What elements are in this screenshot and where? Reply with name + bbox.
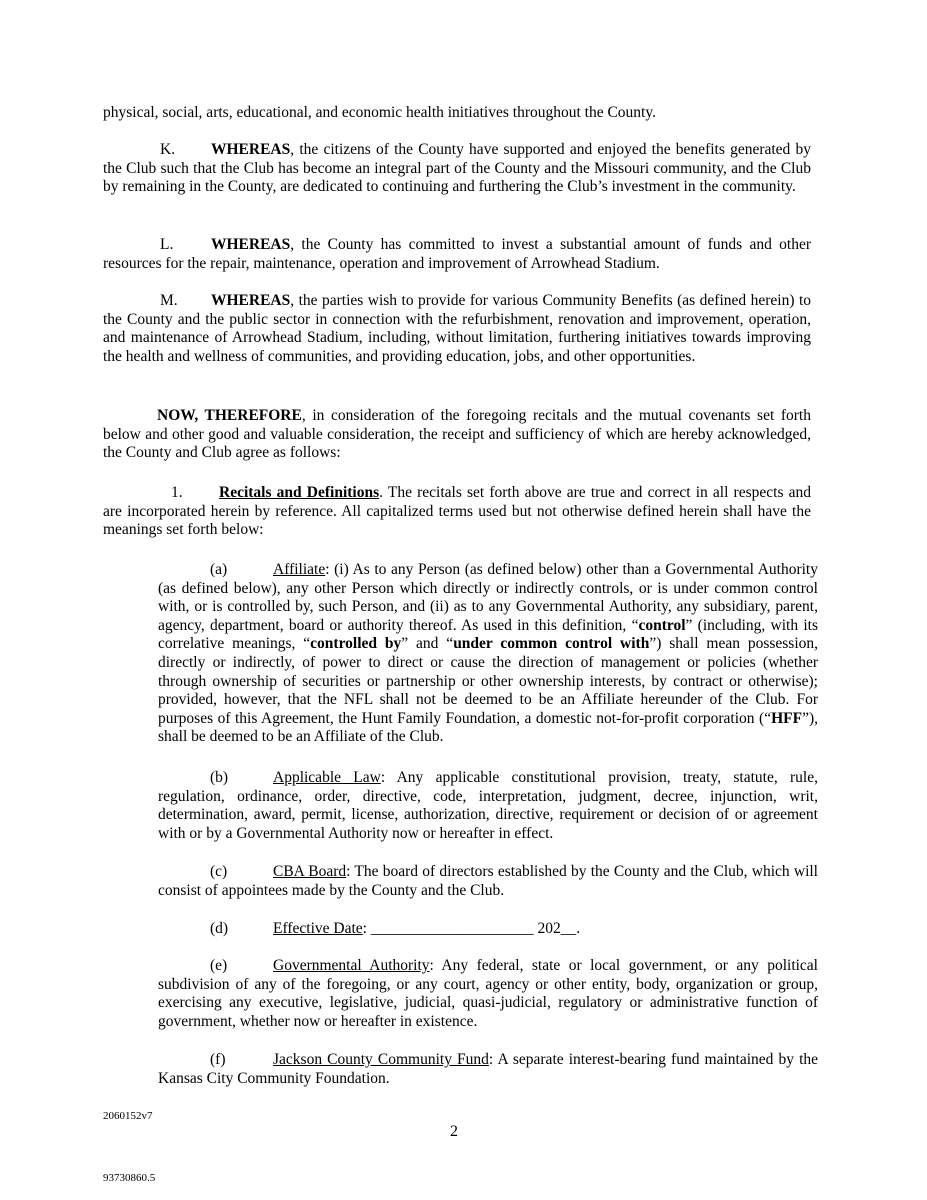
def-b-term: Applicable Law	[273, 769, 381, 786]
recital-k-paragraph	[103, 141, 811, 197]
recital-l-whereas: WHEREAS	[211, 236, 291, 253]
section-1-paragraph	[103, 484, 811, 540]
def-d-label: (d)	[210, 920, 229, 937]
def-a-bold-control: control	[638, 616, 686, 634]
def-f-text: : A separate interest-bearing fund maintained by the Kansas City Community Foundation.	[158, 1051, 819, 1087]
now-therefore-lead: NOW, THEREFORE	[157, 407, 302, 424]
def-d-text: : _____________________ 202__.	[362, 920, 581, 937]
def-e-text: : Any federal, state or local government, or any political subdivision of any of the foregoing, or any court, agency or other entity, body, organization or group, exercising any executive, legislative, judicial, quasi-judicial, regulatory or administrative function of government, whether now or hereafter in existence.	[158, 957, 818, 1030]
definition-governmental-authority	[158, 957, 818, 1031]
section-1-heading: Recitals and Definitions	[219, 484, 380, 501]
definition-effective-date	[158, 920, 818, 939]
def-f-label: (f)	[210, 1051, 226, 1068]
page-number: 2	[450, 1123, 458, 1140]
def-b-text: : Any applicable constitutional provision, treaty, statute, rule, regulation, ordinance, order, directive, code, interpretation, judgment, decree, injunction, writ, determination, award, permit, license, authorization, directive, requirement or decision of or agreement with or by a Governmental Authority now or hereafter in effect.	[158, 769, 818, 842]
definition-jackson-county-community-fund	[158, 1051, 818, 1088]
def-a-text-3: ” and “	[401, 635, 454, 653]
def-c-text: : The board of directors established by the County and the Club, which will consist of appointees made by the County and the Club.	[158, 863, 818, 899]
recital-k-label: K.	[160, 141, 176, 158]
def-a-text-4: ”) shall mean possession, directly or indirectly, of power to direct or cause the direction of management or policies (whether through ownership of securities or partnership or other ownership interests, by contract or otherwise); provided, however, that the NFL shall not be deemed to be an Affiliate hereunder of the Club. For purposes of this Agreement, the Hunt Family Foundation, a domestic not-for-profit corporation (“	[158, 635, 819, 727]
def-d-term: Effective Date	[273, 920, 363, 937]
now-therefore-text: , in consideration of the foregoing recitals and the mutual covenants set forth below and other good and valuable consideration, the receipt and sufficiency of which are hereby acknowledged, the County and Club agree as follows:	[103, 407, 811, 462]
recital-m-whereas: WHEREAS	[211, 292, 291, 309]
footer-doc-id-1: 2060152v7	[103, 1110, 153, 1122]
now-therefore-paragraph	[103, 407, 811, 463]
def-a-bold-common-control: under common control with	[453, 635, 650, 653]
def-c-term: CBA Board	[273, 863, 347, 880]
definition-applicable-law	[158, 769, 818, 843]
definition-affiliate	[158, 561, 818, 747]
def-c-label: (c)	[210, 863, 228, 880]
definition-cba-board	[158, 863, 818, 900]
recital-l-paragraph	[103, 236, 811, 273]
recital-m-text: , the parties wish to provide for various Community Benefits (as defined herein) to the County and the public sector in connection with the refurbishment, renovation and improvement, operation, and maintenance of Arrowhead Stadium, including, without limitation, furthering initiatives towards improving the health and wellness of communities, and providing education, jobs, and other opportunities.	[103, 292, 811, 365]
def-a-bold-controlled-by: controlled by	[310, 635, 402, 653]
def-b-label: (b)	[210, 769, 229, 786]
def-a-label: (a)	[210, 561, 228, 578]
recital-l-label: L.	[160, 236, 174, 253]
def-a-term: Affiliate	[273, 561, 326, 578]
intro-tail-paragraph	[103, 104, 811, 123]
recital-k-text: , the citizens of the County have supported and enjoyed the benefits generated by the Club such that the Club has become an integral part of the County and the Missouri community, and the Club by remaining in the County, are dedicated to continuing and furthering the Club’s investment in the community.	[103, 141, 811, 196]
recital-l-text: , the County has committed to invest a substantial amount of funds and other resources for the repair, maintenance, operation and improvement of Arrowhead Stadium.	[103, 236, 811, 272]
def-e-term: Governmental Authority	[273, 957, 430, 974]
def-f-term: Jackson County Community Fund	[273, 1051, 489, 1068]
recital-k-whereas: WHEREAS	[211, 141, 291, 158]
def-e-label: (e)	[210, 957, 228, 974]
def-a-text-1: : (i) As to any Person (as defined below) other than a Governmental Authority (as defined below), any other Person which directly or indirectly controls, or is under common control with, or is controlled by, such Person, and (ii) as to any Governmental Authority, any subsidiary, parent, agency, department, board or authority thereof. As used in this definition, “	[158, 561, 818, 634]
intro-tail-text: physical, social, arts, educational, and economic health initiatives throughout the County.	[103, 104, 656, 121]
footer-doc-id-2: 93730860.5	[103, 1172, 156, 1184]
def-a-text-2: ” (including, with its correlative meanings, “	[158, 616, 818, 653]
section-1-text: . The recitals set forth above are true and correct in all respects and are incorporated herein by reference. All capitalized terms used but not otherwise defined herein shall have the meanings set forth below:	[103, 484, 811, 539]
recital-m-paragraph	[103, 292, 811, 366]
def-a-bold-hff: HFF	[771, 709, 803, 727]
def-a-text-5: ”), shall be deemed to be an Affiliate of the Club.	[158, 709, 818, 746]
recital-m-label: M.	[160, 292, 178, 309]
section-1-number: 1.	[171, 484, 183, 501]
